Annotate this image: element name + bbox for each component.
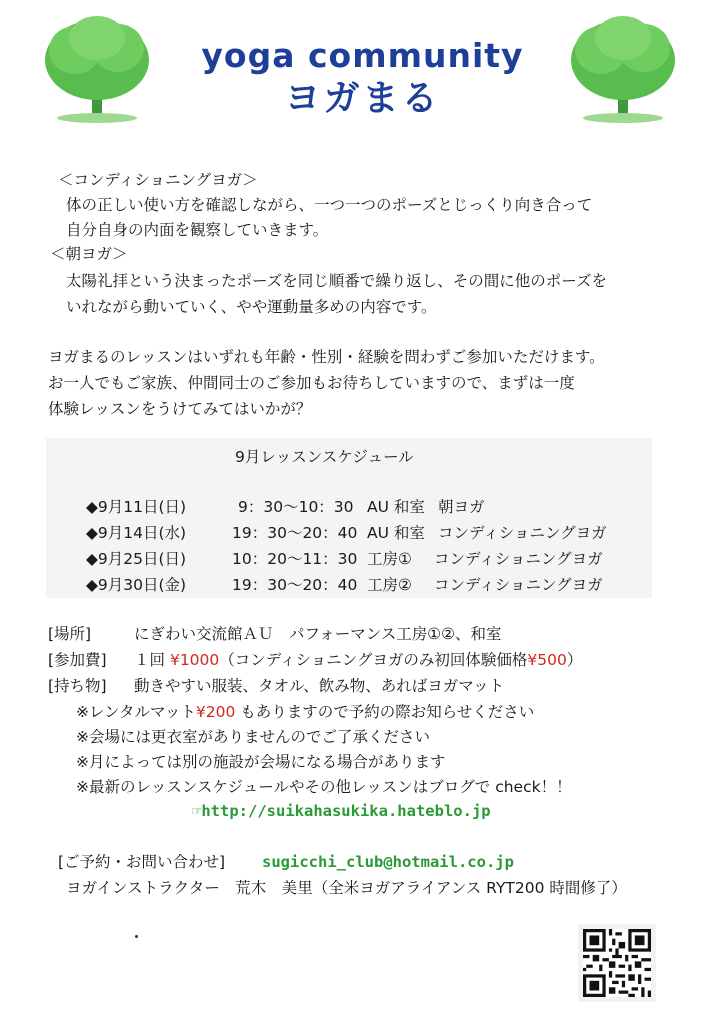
fee-suffix: ）: [566, 651, 583, 669]
fee-value: [134, 650, 582, 670]
schedule-date: ◆9月25日(日): [86, 550, 187, 568]
place-label: [場所]: [48, 625, 92, 643]
conditioning-line-2: 自分自身の内面を観察していきます。: [66, 221, 329, 239]
instructor-info: ヨガインストラクター 荒木 美里（全米ヨガアライアンス RYT200 時間修了）: [66, 879, 627, 897]
conditioning-line-1: 体の正しい使い方を確認しながら、一つ一つのポーズとじっくり向き合って: [66, 196, 593, 214]
schedule-place: AU 和室: [367, 524, 425, 542]
schedule-class: 朝ヨガ: [438, 498, 485, 516]
schedule-class: コンディショニングヨガ: [438, 524, 607, 542]
schedule-class: コンディショニングヨガ: [434, 576, 603, 594]
note1-suffix: もありますので予約の際お知らせください: [240, 703, 535, 721]
fee-trial-price: ¥500: [527, 651, 567, 669]
intro-paragraph-line-2: お一人でもご家族、仲間同士のご参加もお待ちしていますので、まずは一度: [48, 374, 575, 392]
schedule-time: 9：30〜10：30: [238, 498, 354, 516]
morning-heading: ＜朝ヨガ＞: [50, 245, 128, 263]
qr-code-icon[interactable]: [578, 924, 656, 1002]
dot-mark: [135, 935, 138, 938]
fee-mid: （コンディショニングヨガのみ初回体験価格: [219, 651, 528, 669]
note-blog: ※最新のレッスンスケジュールやその他レッスンはブログで check！！: [76, 778, 572, 796]
schedule-time: 19：30〜20：40: [232, 576, 358, 594]
blog-link[interactable]: ☞http://suikahasukika.hateblo.jp: [192, 802, 491, 820]
schedule-place: 工房②: [367, 576, 412, 594]
contact-email-link[interactable]: sugicchi_club@hotmail.co.jp: [262, 853, 514, 871]
schedule-place: 工房①: [367, 550, 412, 568]
schedule-date: ◆9月11日(日): [86, 498, 187, 516]
note1-prefix: ※レンタルマット: [76, 703, 196, 721]
morning-line-2: いれながら動いていく、やや運動量多めの内容です。: [66, 298, 437, 316]
schedule-time: 10：20〜11：30: [232, 550, 358, 568]
schedule-date: ◆9月14日(水): [86, 524, 187, 542]
morning-line-1: 太陽礼拝という決まったポーズを同じ順番で繰り返し、その間に他のポーズを: [66, 272, 607, 290]
schedule-class: コンディショニングヨガ: [434, 550, 603, 568]
schedule-title: 9月レッスンスケジュール: [235, 448, 414, 466]
schedule-time: 19：30〜20：40: [232, 524, 358, 542]
intro-paragraph-line-3: 体験レッスンをうけてみてはいかが？: [48, 400, 312, 418]
title-japanese: ヨガまる: [284, 78, 441, 119]
tree-icon-right: [566, 10, 681, 125]
rental-price: ¥200: [195, 703, 236, 721]
note-rental-mat: [76, 702, 534, 722]
note-changing-room: ※会場には更衣室がありませんのでご了承ください: [76, 728, 430, 746]
title-english: yoga community: [201, 36, 524, 75]
fee-label: [参加費]: [48, 651, 107, 669]
schedule-place: AU 和室: [367, 498, 425, 516]
fee-price: ¥1000: [169, 651, 220, 669]
note-venue-change: ※月によっては別の施設が会場になる場合があります: [76, 753, 446, 771]
fee-prefix: １回: [134, 651, 166, 669]
place-value: にぎわい交流館ＡＵ パフォーマンス工房①②、和室: [134, 625, 502, 643]
schedule-date: ◆9月30日(金): [86, 576, 187, 594]
intro-paragraph-line-1: ヨガまるのレッスンはいずれも年齢・性別・経験を問わずご参加いただけます。: [48, 348, 605, 366]
contact-label: [ご予約・お問い合わせ]: [58, 853, 226, 871]
qr-code-graphic: [583, 929, 651, 997]
items-label: [持ち物]: [48, 677, 107, 695]
items-value: 動きやすい服装、タオル、飲み物、あればヨガマット: [134, 677, 505, 695]
conditioning-heading: ＜コンディショニングヨガ＞: [58, 171, 258, 189]
tree-icon-left: [40, 10, 155, 125]
